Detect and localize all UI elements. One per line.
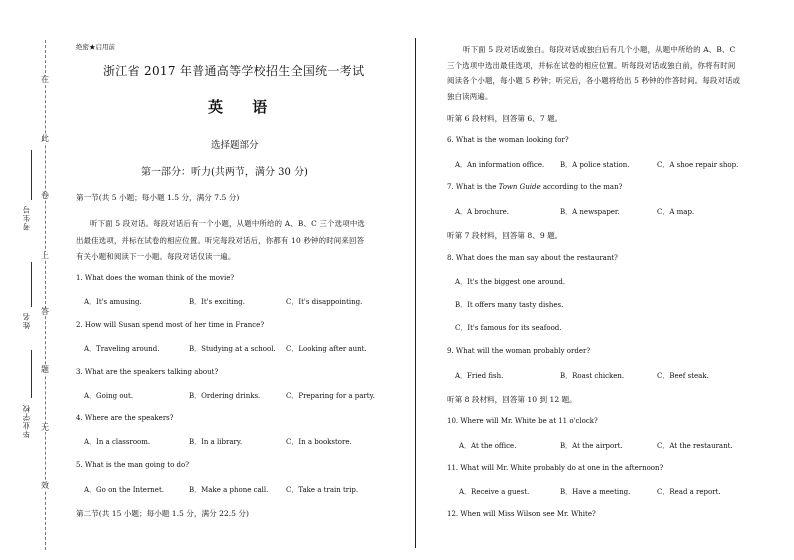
binding-char: 卷	[41, 191, 49, 200]
option-c: C．In a bookstore.	[286, 438, 352, 446]
option-c: C．Preparing for a party.	[286, 392, 375, 400]
column-divider	[415, 38, 416, 548]
option-b: B．A police station.	[560, 161, 630, 169]
option-c: C．It's disappointing.	[286, 298, 363, 306]
option-a: A．An information office.	[455, 161, 545, 169]
instruction-line: 有关小题和阅读下一小题。每段对话仅读一遍。	[76, 252, 236, 261]
exam-title: 浙江省 2017 年普通高等学校招生全国统一考试	[103, 64, 365, 78]
binding-char: 上	[41, 251, 49, 260]
option-a: A．Go on the Internet.	[84, 486, 164, 494]
option-b: B．It offers many tasty dishes.	[455, 301, 564, 309]
material-heading: 听第 7 段材料，回答第 8、9 题。	[447, 231, 563, 240]
option-c: C．Read a report.	[657, 488, 721, 496]
option-b: B．Roast chicken.	[560, 372, 625, 380]
binding-char: 效	[41, 481, 49, 490]
part-label: 选择题部分	[211, 140, 259, 151]
option-b: B．Ordering drinks.	[189, 392, 261, 400]
binding-dashed-line	[45, 40, 46, 550]
instruction-line: 阅读各个小题，每小题 5 秒钟；听完后，各小题将给出 5 秒钟的作答时间。每段对话或	[447, 76, 741, 85]
question-stem: 10. Where will Mr. White be at 11 o'clock?	[447, 417, 598, 425]
option-c: C．A shoe repair shop.	[657, 161, 739, 169]
part1-title: 第一部分：听力(共两节，满分 30 分)	[141, 167, 308, 178]
option-a: A．At the office.	[459, 442, 517, 450]
section2-heading: 第二节(共 15 小题；每小题 1.5 分，满分 22.5 分)	[76, 509, 249, 518]
binding-char: 此	[41, 134, 49, 143]
option-a: A．It's the biggest one around.	[455, 278, 566, 286]
question-stem: 11. What will Mr. White probably do at one in the afternoon?	[447, 464, 664, 472]
question-stem: 3. What are the speakers talking about?	[76, 368, 219, 376]
name-blank	[31, 262, 32, 307]
question-stem: 6. What is the woman looking for?	[447, 136, 569, 144]
option-c: C．At the restaurant.	[657, 442, 733, 450]
option-b: B．Studying at a school.	[189, 345, 276, 353]
school-label: 毕业学校	[22, 404, 31, 438]
binding-char: 无	[41, 423, 49, 432]
option-a: A．Receive a guest.	[459, 488, 530, 496]
option-b: B．At the airport.	[560, 442, 623, 450]
question-stem: 9. What will the woman probably order?	[447, 347, 591, 355]
question-stem: 4. Where are the speakers?	[76, 414, 174, 422]
option-a: A．Traveling around.	[84, 345, 160, 353]
binding-char: 在	[41, 75, 49, 84]
binding-char: 题	[41, 365, 49, 374]
option-a: A．In a classroom.	[84, 438, 151, 446]
option-a: A．Fried fish.	[455, 372, 504, 380]
material-heading: 听第 6 段材料，回答第 6、7 题。	[447, 114, 563, 123]
option-c: C．Looking after aunt.	[286, 345, 367, 353]
subject-title: 英 语	[208, 98, 280, 116]
section1-heading: 第一节(共 5 小题；每小题 1.5 分，满分 7.5 分)	[76, 193, 240, 202]
option-b: B．It's exciting.	[189, 298, 245, 306]
option-a: A．It's amusing.	[84, 298, 142, 306]
instruction-line: 独白读两遍。	[447, 92, 493, 101]
candidate-number-blank	[31, 150, 32, 200]
material-heading: 听第 8 段材料，回答第 10 到 12 题。	[447, 395, 577, 404]
instruction-line: 听下面 5 段对话或独白。每段对话或独白后有几个小题，从题中所给的 A、B、C	[463, 45, 736, 54]
option-c: C．Beef steak.	[657, 372, 709, 380]
instruction-line: 听下面 5 段对话。每段对话后有一个小题，从题中所给的 A、B、C 三个选项中选	[90, 219, 366, 228]
option-b: B．Have a meeting.	[560, 488, 631, 496]
option-a: A．Going out.	[84, 392, 134, 400]
option-b: B．In a library.	[189, 438, 243, 446]
question-stem: 8. What does the man say about the restaurant?	[447, 254, 618, 262]
instruction-line: 三个选项中选出最佳选项，并标在试卷的相应位置。听每段对话或独白前，你将有时间	[447, 61, 736, 70]
question-stem: 5. What is the man going to do?	[76, 461, 189, 469]
school-blank	[31, 350, 32, 398]
option-b: B．Make a phone call.	[189, 486, 269, 494]
binding-char: 答	[41, 307, 49, 316]
option-b: B．A newspaper.	[560, 208, 620, 216]
option-a: A．A brochure.	[455, 208, 510, 216]
question-stem: 12. When will Miss Wilson see Mr. White?	[447, 510, 596, 518]
option-c: C．Take a train trip.	[286, 486, 359, 494]
instruction-line: 出最佳选项，并标在试卷的相应位置。听完每段对话后，你都有 10 秒钟的时间来回答	[76, 236, 365, 245]
question-stem: 1. What does the woman think of the movie?	[76, 274, 235, 282]
question-stem: 7. What is the Town Guide according to the man?	[447, 183, 623, 191]
question-stem: 2. How will Susan spend most of her time in France?	[76, 321, 265, 329]
option-c: C．A map.	[657, 208, 695, 216]
confidential-label: 绝密★启用前	[76, 43, 115, 51]
name-label: 姓名	[22, 312, 31, 329]
candidate-number-label: 考生号	[22, 205, 31, 231]
option-c: C．It's famous for its seafood.	[455, 324, 562, 332]
